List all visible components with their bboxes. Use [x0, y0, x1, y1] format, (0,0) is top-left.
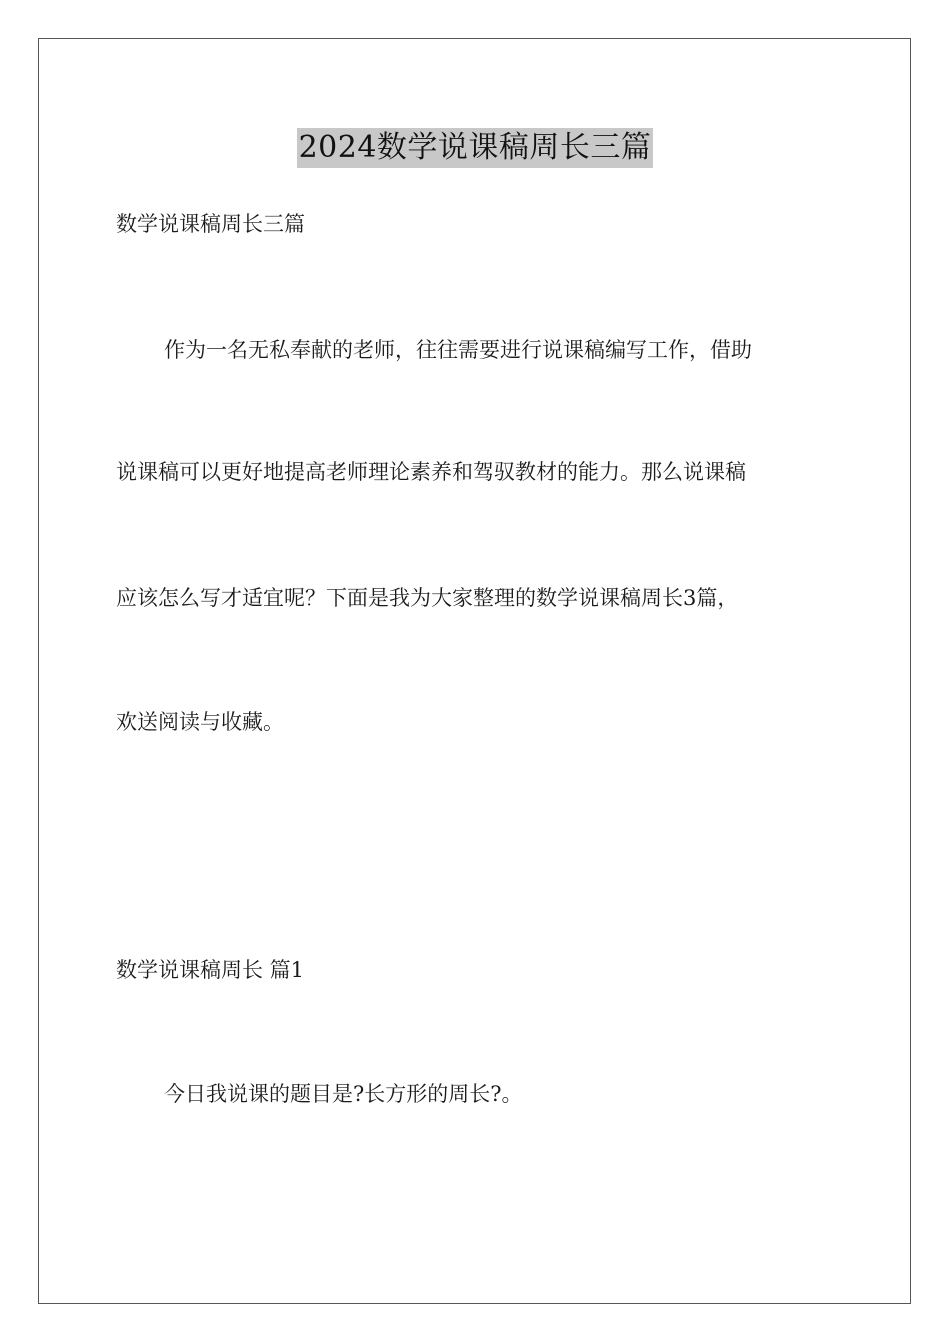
document-subtitle: 数学说课稿周长三篇 [116, 212, 305, 236]
intro-line-1: 作为一名无私奉献的老师，往往需要进行说课稿编写工作，借助 [164, 338, 752, 362]
section-heading: 数学说课稿周长 篇1 [116, 958, 305, 982]
intro-line-4: 欢送阅读与收藏。 [116, 710, 284, 734]
intro-line-3: 应该怎么写才适宜呢？下面是我为大家整理的数学说课稿周长3篇， [116, 586, 739, 610]
document-title: 2024数学说课稿周长三篇 [297, 128, 654, 168]
title-container [0, 128, 950, 168]
intro-line-2: 说课稿可以更好地提高老师理论素养和驾驭教材的能力。那么说课稿 [116, 460, 746, 484]
section-first-line: 今日我说课的题目是?长方形的周长?。 [164, 1082, 523, 1106]
